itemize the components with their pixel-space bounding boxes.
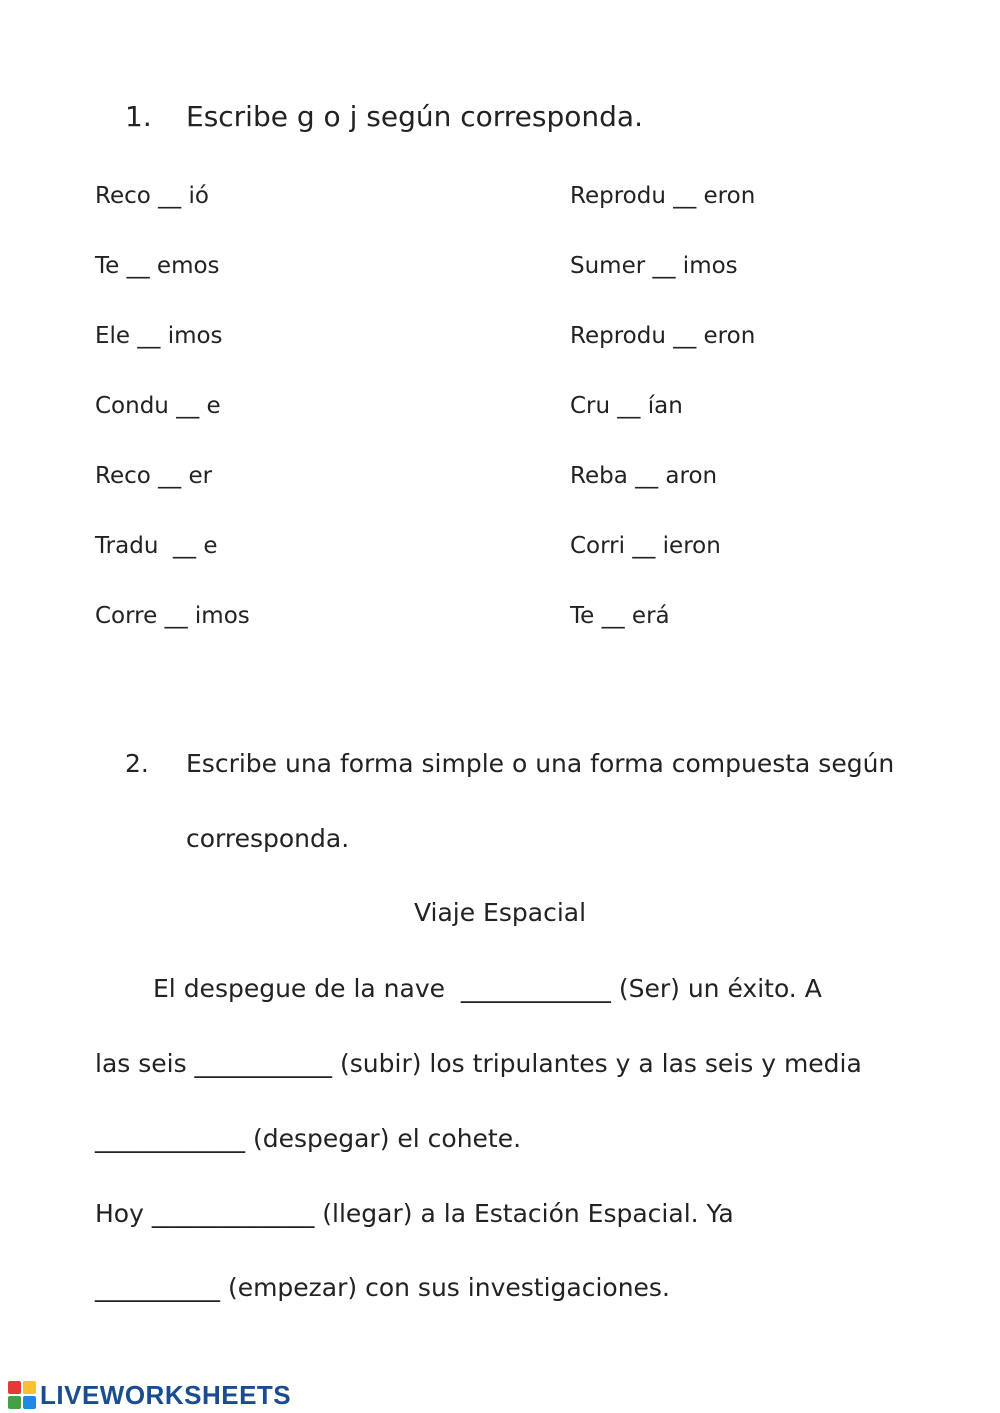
story-line-4: Hoy _____________ (llegar) a la Estación Espacial. Ya	[95, 1199, 734, 1228]
exercise-1-number: 1.	[125, 100, 152, 133]
word-right-2: Sumer __ imos	[570, 253, 738, 279]
word-left-5: Reco __ er	[95, 463, 213, 489]
word-left-3: Ele __ imos	[95, 323, 223, 349]
word-left-2: Te __ emos	[95, 253, 220, 279]
liveworksheets-logo	[8, 1380, 291, 1410]
liveworksheets-logo-text: LIVEWORKSHEETS	[40, 1379, 292, 1410]
word-left-1: Reco __ ió	[95, 183, 209, 209]
story-line-3: ____________ (despegar) el cohete.	[95, 1124, 522, 1153]
exercise-2-instruction-line-1: Escribe una forma simple o una forma compuesta según	[186, 749, 895, 778]
story-title: Viaje Espacial	[413, 898, 587, 927]
story-line-1: El despegue de la nave ____________ (Ser) un éxito. A	[153, 974, 822, 1003]
exercise-1-instruction: Escribe g o j según corresponda.	[186, 100, 643, 133]
word-right-7: Te __ erá	[570, 603, 670, 629]
liveworksheets-logo-icon	[8, 1381, 36, 1409]
exercise-2-instruction-line-2: corresponda.	[186, 824, 350, 853]
word-left-6: Tradu __ e	[95, 533, 218, 559]
word-right-5: Reba __ aron	[570, 463, 718, 489]
word-left-4: Condu __ e	[95, 393, 221, 419]
exercise-2-number: 2.	[125, 749, 149, 778]
word-right-4: Cru __ ían	[570, 393, 683, 419]
word-right-1: Reprodu __ eron	[570, 183, 756, 209]
story-line-2: las seis ___________ (subir) los tripulantes y a las seis y media	[95, 1049, 862, 1078]
word-left-7: Corre __ imos	[95, 603, 250, 629]
word-right-6: Corri __ ieron	[570, 533, 721, 559]
word-right-3: Reprodu __ eron	[570, 323, 756, 349]
story-line-5: __________ (empezar) con sus investigaciones.	[95, 1273, 670, 1302]
